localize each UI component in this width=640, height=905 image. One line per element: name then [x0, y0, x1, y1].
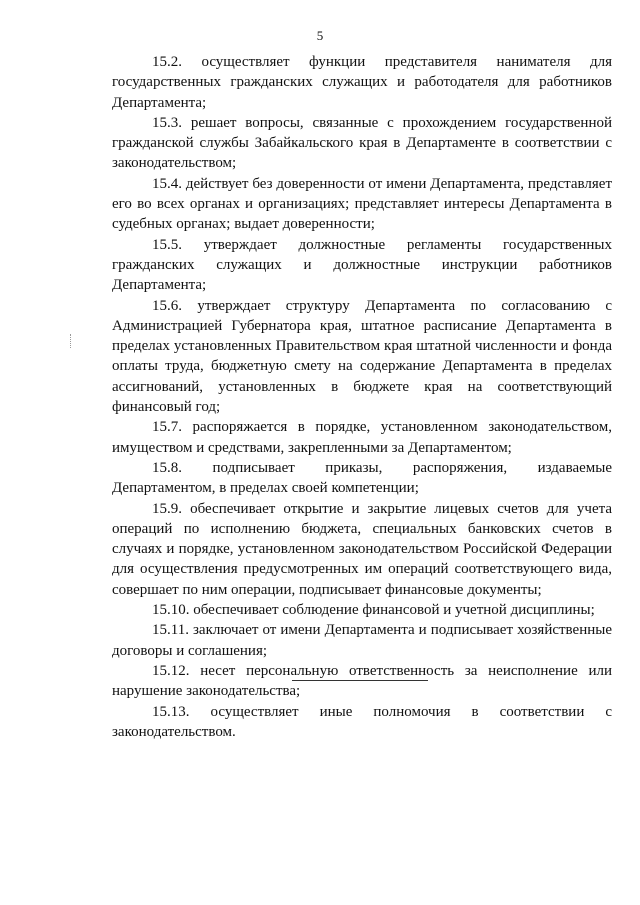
paragraph-number: 15.12.	[152, 662, 190, 679]
paragraph-text: заключает от имени Департамента и подписывает хозяйственные договоры и соглашения;	[112, 622, 613, 659]
paragraph-text: обеспечивает соблюдение финансовой и учетной дисциплины;	[193, 602, 595, 619]
paragraph-15-10	[112, 600, 612, 620]
paragraph-text: утверждает должностные регламенты государственных гражданских служащих и должностные инструкции работников Департамента;	[112, 236, 612, 294]
paragraph-text: распоряжается в порядке, установленном законодательством, имуществом и средствами, закрепленными за Департаментом;	[112, 419, 612, 456]
paragraph-15-5	[112, 235, 612, 296]
paragraph-15-4	[112, 174, 612, 235]
end-separator-line	[292, 680, 428, 681]
paragraph-text: обеспечивает открытие и закрытие лицевых счетов для учета операций по исполнению бюджета, специальных банковских счетов в случаях и порядке, установленном законодательством Российской Федерации для осуществления предусмотренных им операций соответствующего вида, совершает по ним операции, подписывает финансовые документы;	[112, 500, 612, 598]
paragraph-number: 15.7.	[152, 419, 182, 436]
margin-mark	[70, 334, 73, 348]
paragraph-text: действует без доверенности от имени Департамента, представляет его во всех органах и организациях; представляет интересы Департамента в судебных органах; выдает доверенности;	[112, 175, 613, 233]
paragraph-15-12	[112, 661, 612, 702]
paragraph-number: 15.13.	[152, 703, 190, 720]
paragraph-number: 15.6.	[152, 297, 182, 314]
paragraph-number: 15.10.	[152, 602, 190, 619]
paragraph-15-3	[112, 113, 612, 174]
paragraph-number: 15.4.	[152, 175, 182, 192]
paragraph-15-6	[112, 296, 612, 418]
paragraph-number: 15.9.	[152, 500, 182, 517]
paragraph-text: осуществляет иные полномочия в соответствии с законодательством.	[112, 703, 613, 740]
paragraph-number: 15.5.	[152, 236, 182, 253]
paragraph-number: 15.2.	[152, 54, 182, 70]
paragraph-number: 15.11.	[152, 622, 189, 639]
paragraph-text: осуществляет функции представителя нанимателя для государственных гражданских служащих и работодателя для работников Департамента;	[112, 54, 612, 111]
paragraph-text: решает вопросы, связанные с прохождением государственной гражданской службы Забайкальского края в Департаменте в соответствии с законодательством;	[112, 114, 613, 172]
paragraph-number: 15.8.	[152, 459, 182, 476]
paragraph-text: подписывает приказы, распоряжения, издаваемые Департаментом, в пределах своей компетенции;	[112, 459, 613, 497]
paragraph-15-8	[112, 458, 612, 499]
paragraph-15-9	[112, 499, 612, 600]
paragraph-15-2	[112, 52, 612, 113]
paragraph-text: утверждает структуру Департамента по согласованию с Администрацией Губернатора края, штатное расписание Департамента в пределах установленных Правительством края штатной численности и фонда оплаты труда, бюджетную смету на содержание Департамента в пределах ассигнований, установленных в бюджете края на соответствующий финансовый год;	[112, 297, 613, 416]
paragraph-15-13	[112, 702, 612, 743]
page-number: 5	[316, 28, 324, 43]
paragraph-text: несет персональную ответственность за неисполнение или нарушение законодательства;	[112, 662, 612, 700]
paragraph-15-7	[112, 417, 612, 458]
paragraph-number: 15.3.	[152, 114, 182, 131]
document-body	[112, 52, 612, 742]
paragraph-15-11	[112, 620, 612, 661]
